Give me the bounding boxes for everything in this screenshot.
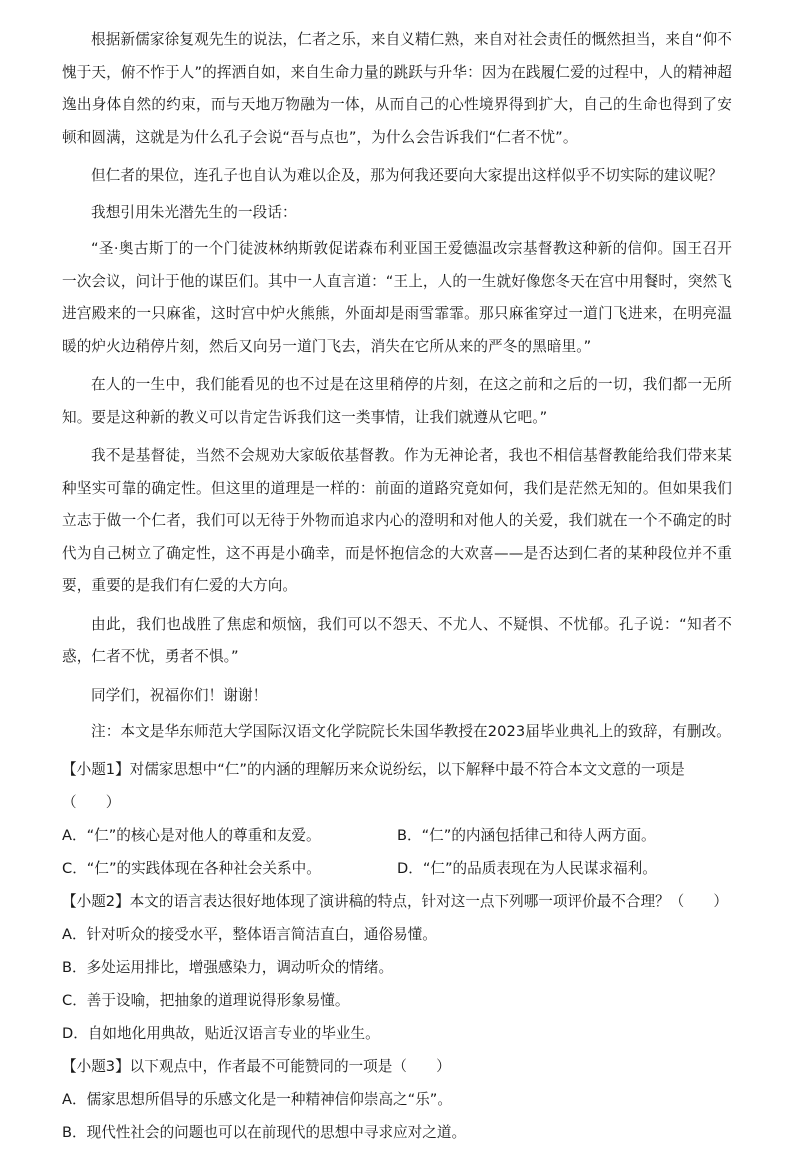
question-1-option-a[interactable]: A．“仁”的核心是对他人的尊重和友爱。 — [62, 826, 321, 844]
question-2 — [0, 885, 794, 1050]
question-1-option-c[interactable]: C．“仁”的实践体现在各种社会关系中。 — [62, 859, 321, 877]
question-3 — [0, 1050, 794, 1149]
article-paragraph-6: 我不是基督徒，当然不会规劝大家皈依基督教。作为无神论者，我也不相信基督教能给我们带来某种坚实可靠的确定性。但这里的道理是一样的：前面的道路究竟如何，我们是茫然无知的。但如果我们立志于做一个仁者，我们可以无待于外物而追求内心的澄明和对他人的关爱，我们就在一个不确定的时代为自己树立了确定性，这不再是小确幸，而是怀抱信念的大欢喜——是否达到仁者的某种段位并不重要，重要的是我们有仁爱的大方向。 — [62, 447, 732, 594]
question-2-title: 【小题2】本文的语言表达很好地体现了演讲稿的特点，针对这一点下列哪一项评价最不合理？（ ） — [62, 892, 729, 910]
question-2-option-c[interactable]: C．善于设喻，把抽象的道理说得形象易懂。 — [62, 991, 350, 1009]
question-3-option-b[interactable]: B．现代性社会的问题也可以在前现代的思想中寻求应对之道。 — [62, 1123, 467, 1141]
document-page — [0, 24, 794, 1149]
question-1-options-row-1 — [62, 819, 732, 852]
article-paragraph-4: “圣·奥古斯丁的一个门徒波林纳斯敦促诺森布利亚国王爱德温改宗基督教这种新的信仰。国王召开一次会议，问计于他的谋臣们。其中一人直言道：“王上，人的一生就好像您冬天在宫中用餐时，突然飞进宫殿来的一只麻雀，这时宫中炉火熊熊，外面却是雨雪霏霏。那只麻雀穿过一道门飞进来，在明亮温暖的炉火边稍停片刻，然后又向另一道门飞去，消失在它所从来的严冬的黑暗里。” — [62, 240, 732, 355]
article-paragraph-1: 根据新儒家徐复观先生的说法，仁者之乐，来自义精仁熟，来自对社会责任的慨然担当，来自“仰不愧于天，俯不怍于人”的挥洒自如，来自生命力量的跳跃与升华：因为在践履仁爱的过程中，人的精神超逸出身体自然的约束，而与天地万物融为一体，从而自己的心性境界得到扩大，自己的生命也得到了安顿和圆满，这就是为什么孔子会说“吾与点也”，为什么会告诉我们“仁者不忧”。 — [62, 31, 732, 146]
question-1-options-row-2 — [62, 852, 732, 885]
question-2-option-d[interactable]: D．自如地化用典故，贴近汉语言专业的毕业生。 — [62, 1024, 380, 1042]
article-paragraph-2: 但仁者的果位，连孔子也自认为难以企及，那为何我还要向大家提出这样似乎不切实际的建议呢？ — [91, 167, 723, 184]
article-note: 注：本文是华东师范大学国际汉语文化学院院长朱国华教授在2023届毕业典礼上的致辞，有删改。 — [91, 723, 731, 740]
question-3-option-a[interactable]: A．儒家思想所倡导的乐感文化是一种精神信仰崇高之“乐”。 — [62, 1090, 452, 1108]
question-1-option-d[interactable]: D．“仁”的品质表现在为人民谋求福利。 — [397, 859, 657, 877]
article-paragraph-7: 由此，我们也战胜了焦虑和烦恼，我们可以不怨天、不尤人、不疑惧、不忧郁。孔子说：“知者不惑，仁者不忧，勇者不惧。” — [62, 615, 732, 665]
article-paragraph-8: 同学们，祝福你们！谢谢！ — [91, 686, 268, 704]
question-1-title: 【小题1】对儒家思想中“仁”的内涵的理解历来众说纷纭，以下解释中最不符合本文文意的一项是（ ） — [62, 760, 685, 811]
question-2-option-a[interactable]: A．针对听众的接受水平，整体语言简洁直白，通俗易懂。 — [62, 925, 437, 943]
question-1 — [0, 753, 794, 885]
article-paragraph-3: 我想引用朱光潜先生的一段话： — [91, 203, 297, 221]
article-paragraph-5: 在人的一生中，我们能看见的也不过是在这里稍停的片刻，在这之前和之后的一切，我们都一无所知。要是这种新的教义可以肯定告诉我们这一类事情，让我们就遵从它吧。” — [62, 376, 732, 426]
question-2-option-b[interactable]: B．多处运用排比，增强感染力，调动听众的情绪。 — [62, 958, 394, 976]
question-3-title: 【小题3】以下观点中，作者最不可能赞同的一项是（ ） — [62, 1057, 451, 1075]
question-1-option-b[interactable]: B．“仁”的内涵包括律己和待人两方面。 — [397, 826, 656, 844]
